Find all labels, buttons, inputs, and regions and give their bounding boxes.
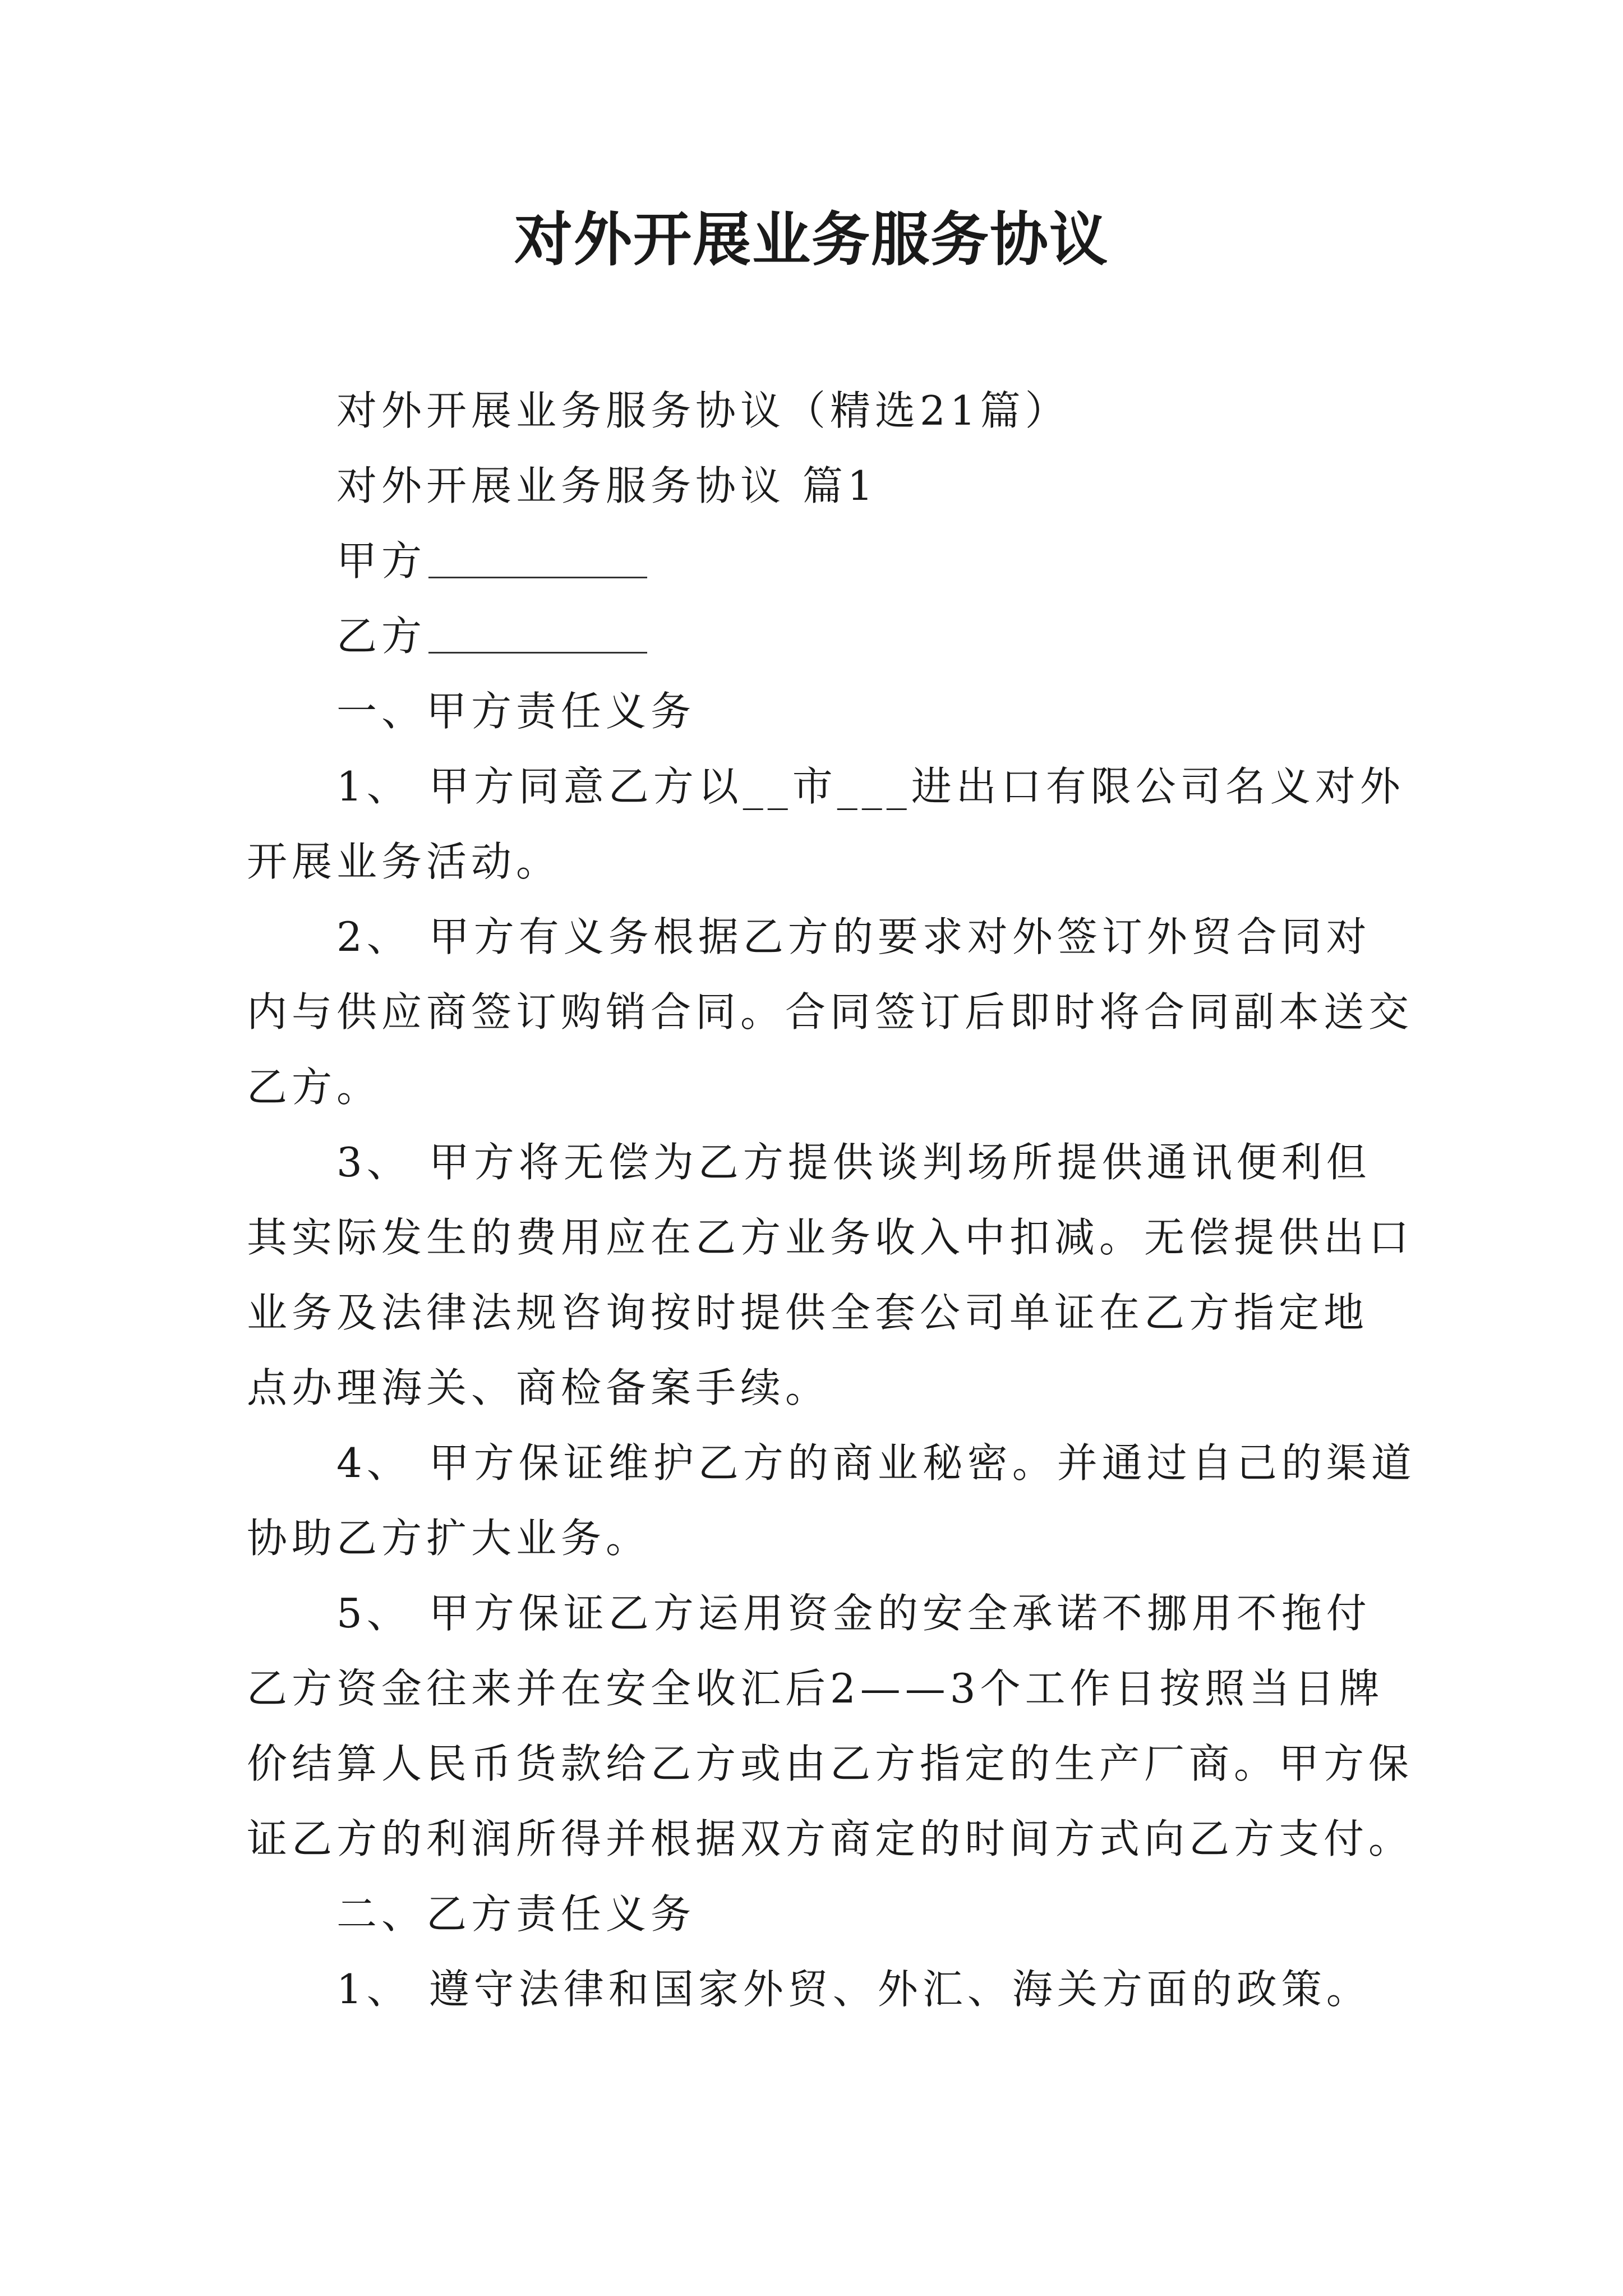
chapter-heading: 对外开展业务服务协议 篇1	[336, 462, 878, 509]
clause-a3-line: 业务及法律法规咨询按时提供全套公司单证在乙方指定地	[247, 1289, 1369, 1336]
party-a-label: 甲方	[336, 537, 427, 585]
clause-a5-line: 价结算人民币货款给乙方或由乙方指定的生产厂商。甲方保	[247, 1740, 1414, 1787]
section-heading-party-a: 一、甲方责任义务	[336, 688, 696, 735]
party-b-blank	[428, 617, 647, 654]
document-title: 对外开展业务服务协议	[514, 205, 1109, 274]
clause-a5-line: 乙方资金往来并在安全收汇后2——3个工作日按照当日牌	[247, 1665, 1384, 1712]
document-subtitle: 对外开展业务服务协议（精选21篇）	[336, 387, 1070, 434]
clause-a2-line: 内与供应商签订购销合同。合同签订后即时将合同副本送交	[247, 988, 1414, 1036]
party-b-line	[336, 608, 647, 664]
clause-a1-line: 开展业务活动。	[247, 838, 561, 885]
section-heading-party-b: 二、乙方责任义务	[336, 1890, 696, 1938]
party-a-line	[336, 533, 647, 589]
clause-a3-line: 3、 甲方将无偿为乙方提供谈判场所提供通讯便利但	[336, 1139, 1371, 1186]
clause-a4-line: 协助乙方扩大业务。	[247, 1515, 651, 1562]
clause-a5-line: 证乙方的利润所得并根据双方商定的时间方式向乙方支付。	[247, 1815, 1414, 1862]
clause-a5-line: 5、 甲方保证乙方运用资金的安全承诺不挪用不拖付	[336, 1590, 1371, 1637]
clause-b1-line: 1、 遵守法律和国家外贸、外汇、海关方面的政策。	[336, 1966, 1371, 2013]
clause-a2-line: 2、 甲方有义务根据乙方的要求对外签订外贸合同对	[336, 913, 1371, 960]
clause-a4-line: 4、 甲方保证维护乙方的商业秘密。并通过自己的渠道	[336, 1439, 1416, 1487]
party-b-label: 乙方	[336, 613, 427, 660]
clause-a3-line: 其实际发生的费用应在乙方业务收入中扣减。无偿提供出口	[247, 1214, 1414, 1261]
clause-a2-line: 乙方。	[247, 1064, 382, 1111]
clause-a1-line: 1、 甲方同意乙方以__市___进出口有限公司名义对外	[336, 763, 1405, 810]
party-a-blank	[428, 542, 647, 578]
clause-a3-line: 点办理海关、商检备案手续。	[247, 1364, 831, 1411]
